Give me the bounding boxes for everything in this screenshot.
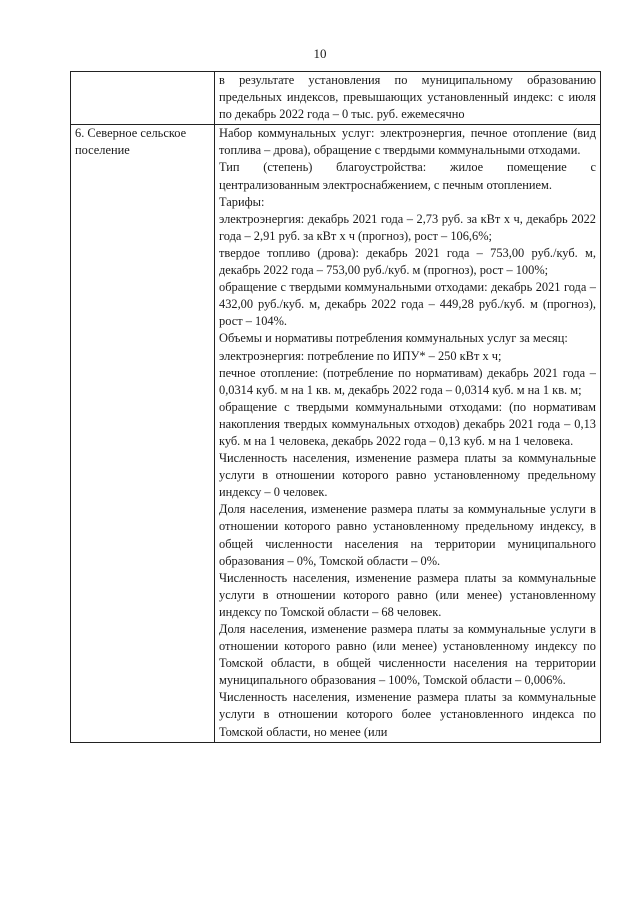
table-cell-description xyxy=(215,125,601,742)
paragraph: печное отопление: (потребление по нормативам) декабрь 2021 года – 0,0314 куб. м на 1 кв. м, декабрь 2022 года – 0,0314 куб. м на 1 кв. м; xyxy=(219,365,596,397)
paragraph: Доля населения, изменение размера платы за коммунальные услуги в отношении которого равно (или менее) установленному индексу по Томской области, в общей численности населения на территории муниципального образования – 100%, Томской области – 0,006%. xyxy=(219,622,596,688)
paragraph: твердое топливо (дрова): декабрь 2021 года – 753,00 руб./куб. м, декабрь 2022 года – 753,00 руб./куб. м (прогноз), рост – 100%; xyxy=(219,245,596,278)
paragraph: Набор коммунальных услуг: электроэнергия, печное отопление (вид топлива – дрова), обращение с твердыми коммунальными отходами. xyxy=(219,126,596,158)
paragraph: электроэнергия: потребление по ИПУ* – 250 кВт х ч; xyxy=(219,348,502,363)
table-row xyxy=(71,125,601,742)
page-number: 10 xyxy=(313,46,327,61)
table-row xyxy=(71,72,601,125)
table-cell-description xyxy=(215,72,601,125)
paragraph: в результате установления по муниципальному образованию предельных индексов, превышающих установленный индекс: с июля по декабрь 2022 года – 0 тыс. руб. ежемесячно xyxy=(219,73,596,122)
table-cell-municipality: 6. Северное сельское поселение xyxy=(71,125,215,742)
paragraph: Численность населения, изменение размера платы за коммунальные услуги в отношении которого более установленного индекса по Томской области, но менее (или xyxy=(219,690,596,739)
paragraph: Доля населения, изменение размера платы за коммунальные услуги в отношении которого равно установленному предельному индексу, в общей численности населения на территории муниципального образования – 0%, Томской области – 0%. xyxy=(219,502,596,568)
paragraph: обращение с твердыми коммунальными отходами: декабрь 2021 года – 432,00 руб./куб. м, декабрь 2022 года – 449,28 руб./куб. м (прогноз), рост – 104%. xyxy=(219,280,596,329)
paragraph: обращение с твердыми коммунальными отходами: (по нормативам накопления твердых коммунальных отходов) декабрь 2021 года – 0,13 куб. м на 1 человека, декабрь 2022 года – 0,13 куб. м на 1 человека. xyxy=(219,399,596,448)
content-table xyxy=(70,71,601,743)
table-cell-municipality xyxy=(71,72,215,125)
paragraph: электроэнергия: декабрь 2021 года – 2,73 руб. за кВт х ч, декабрь 2022 года – 2,91 руб. за кВт х ч (прогноз), рост – 106,6%; xyxy=(219,211,596,243)
paragraph: Тарифы: xyxy=(219,194,265,209)
paragraph: Численность населения, изменение размера платы за коммунальные услуги в отношении которого равно установленному предельному индексу – 0 человек. xyxy=(219,451,596,500)
paragraph: Тип (степень) благоустройства: жилое помещение с централизованным электроснабжением, с печным отоплением. xyxy=(219,160,596,192)
paragraph: Объемы и нормативы потребления коммунальных услуг за месяц: xyxy=(219,331,568,346)
paragraph: Численность населения, изменение размера платы за коммунальные услуги в отношении которого равно (или менее) установленному индексу по Томской области – 68 человек. xyxy=(219,570,596,619)
